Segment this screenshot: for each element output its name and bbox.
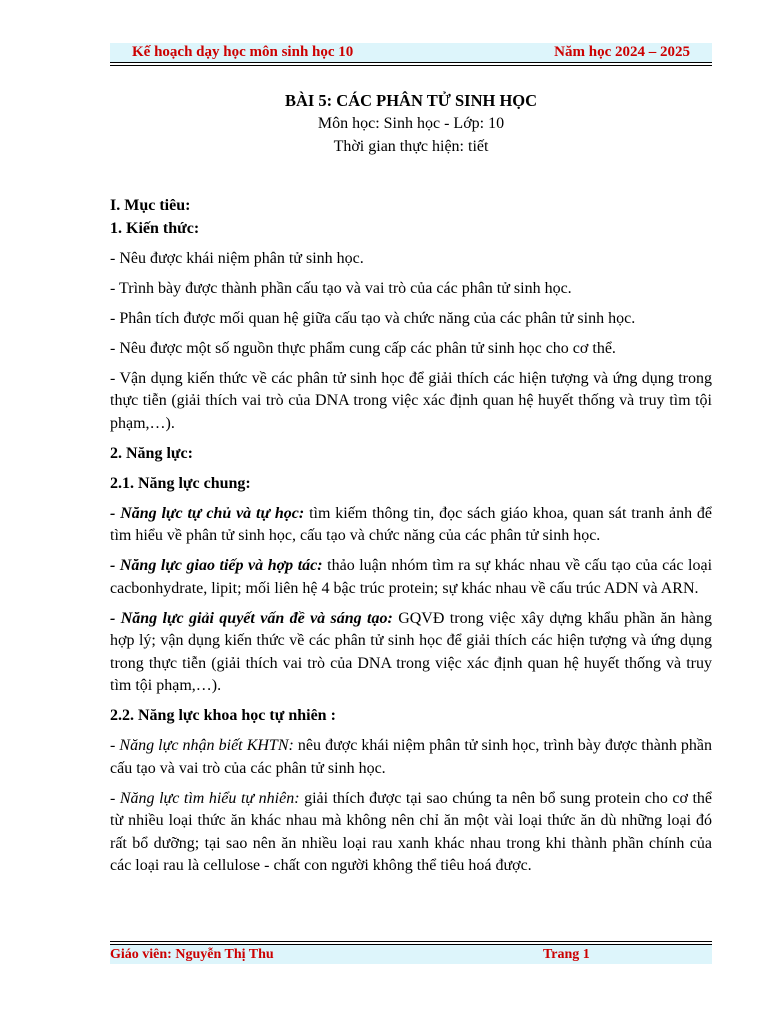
science-competency-item — [110, 788, 712, 878]
item-label: Năng lực nhận biết KHTN: — [119, 737, 294, 754]
item-prefix: - — [110, 557, 120, 574]
footer-double-rule — [110, 941, 712, 942]
item-label: Năng lực giải quyết vấn đề và sáng tạo: — [120, 609, 393, 627]
general-competency-heading: 2.1. Năng lực chung: — [110, 474, 251, 492]
knowledge-heading: 1. Kiến thức: — [110, 219, 200, 237]
document-body — [110, 195, 712, 885]
knowledge-item: - Nêu được khái niệm phân tử sinh học. — [110, 249, 364, 267]
item-text: tìm kiếm thông tin, đọc sách giáo khoa, quan sát tranh ảnh để tìm hiểu về phân tử sinh học, cấu tạo và chức năng của các phân tử sinh học. — [110, 504, 713, 544]
item-text: giải thích được tại sao chúng ta nên bổ sung protein cho cơ thể từ nhiều loại thức ăn khác nhau mà không nên chỉ ăn một vài loại thức ăn dù những loại đó rất bổ dưỡng; tại sao nên ăn nhiều loại rau xanh khác nhau trong khi thành phần chính của các loại rau là cellulose - chất con người không thể tiêu hoá được. — [110, 789, 713, 874]
competency-heading: 2. Năng lực: — [110, 444, 193, 462]
knowledge-item: - Vận dụng kiến thức về các phân tử sinh học để giải thích các hiện tượng và ứng dụng trong thực tiễn (giải thích vai trò của DNA trong việc xác định quan hệ huyết thống và truy tìm tội phạm,…). — [110, 369, 712, 432]
footer-teacher: Giáo viên: Nguyễn Thị Thu — [110, 947, 274, 962]
knowledge-item: - Trình bày được thành phần cấu tạo và vai trò của các phân tử sinh học. — [110, 279, 572, 297]
page-header — [110, 43, 712, 63]
page-footer — [110, 944, 712, 964]
item-prefix: - — [110, 737, 120, 754]
item-text: GQVĐ trong việc xây dựng khẩu phần ăn hàng hợp lý; vận dụng kiến thức về các phân tử sinh học để giải thích các hiện tượng và ứng dụng trong thực tiễn (giải thích vai trò của DNA trong việc xác định quan hệ huyết thống và truy tìm tội phạm,…). — [110, 609, 713, 694]
header-double-rule — [110, 65, 712, 66]
title-block — [110, 90, 712, 158]
item-prefix: - — [110, 789, 120, 807]
header-school-year: Năm học 2024 – 2025 — [554, 44, 690, 60]
item-label: Năng lực tự chủ và tự học: — [120, 504, 305, 522]
item-prefix: - — [110, 504, 121, 522]
general-competency-item — [110, 608, 712, 698]
general-competency-item — [110, 555, 712, 600]
duration-line: Thời gian thực hiện: tiết — [333, 138, 489, 155]
general-competency-item — [110, 503, 712, 548]
footer-page-number: Trang 1 — [543, 947, 590, 962]
lesson-title: BÀI 5: CÁC PHÂN TỬ SINH HỌC — [284, 91, 538, 110]
item-prefix: - — [110, 609, 121, 627]
science-competency-item — [110, 735, 712, 780]
item-text: thảo luận nhóm tìm ra sự khác nhau về cấu tạo của các loại cacbonhydrate, lipit; mối liên hệ 4 bậc trúc protein; sự khác nhau về cấu trúc ADN và ARN. — [110, 557, 713, 597]
knowledge-item: - Nêu được một số nguồn thực phẩm cung cấp các phân tử sinh học cho cơ thể. — [110, 339, 616, 357]
science-competency-heading: 2.2. Năng lực khoa học tự nhiên : — [110, 707, 336, 724]
item-label: Năng lực giao tiếp và hợp tác: — [119, 557, 323, 574]
item-text: nêu được khái niệm phân tử sinh học, trình bày được thành phần cấu tạo và vai trò của các phân tử sinh học. — [110, 737, 713, 777]
knowledge-item: - Phân tích được mối quan hệ giữa cấu tạo và chức năng của các phân tử sinh học. — [110, 309, 636, 327]
subject-line: Môn học: Sinh học - Lớp: 10 — [317, 115, 505, 132]
objectives-heading: I. Mục tiêu: — [110, 197, 191, 214]
header-plan-title: Kế hoạch dạy học môn sinh học 10 — [132, 44, 354, 60]
item-label: Năng lực tìm hiểu tự nhiên: — [119, 789, 300, 807]
